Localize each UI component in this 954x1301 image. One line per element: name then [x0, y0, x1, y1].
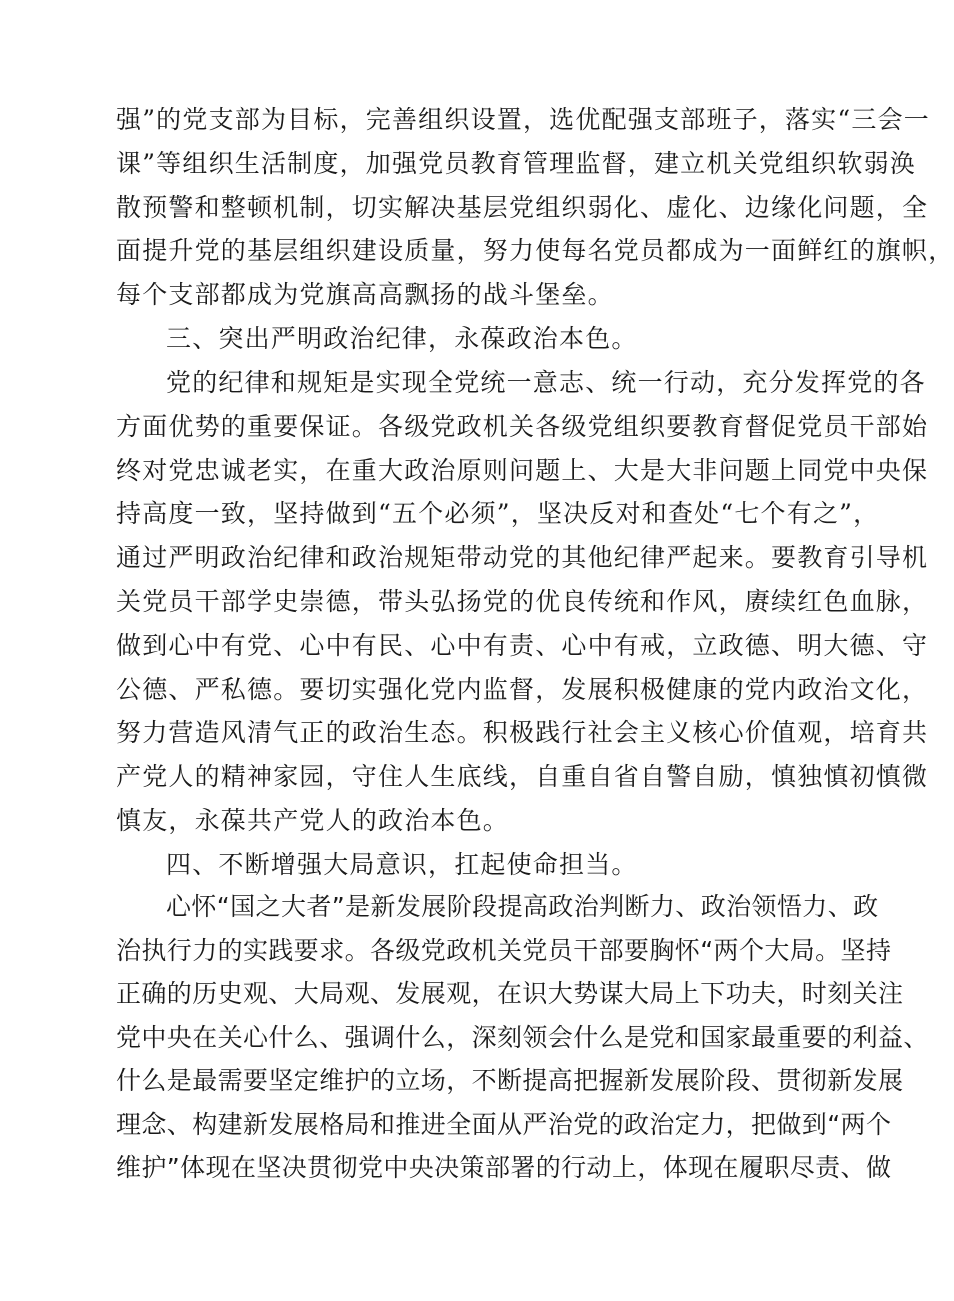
text-line: 心怀“国之大者”是新发展阶段提高政治判断力、政治领悟力、政 [166, 892, 879, 921]
text-line: 散预警和整顿机制，切实解决基层党组织弱化、虚化、边缘化问题，全 [116, 192, 929, 222]
text-line: 正确的历史观、大局观、发展观，在识大势谋大局上下功夫，时刻关注 [116, 979, 904, 1008]
paragraph-organization-building [116, 98, 954, 317]
text-line: 持高度一致，坚持做到“五个必须”，坚决反对和查处“七个有之”， [116, 499, 880, 529]
heading-text: 四、不断增强大局意识，扛起使命担当。 [166, 850, 638, 879]
section-heading-four [116, 843, 834, 887]
text-line: 终对党忠诚老实，在重大政治原则问题上、大是大非问题上同党中央保 [116, 455, 929, 485]
text-line: 慎友，永葆共产党人的政治本色。 [116, 805, 510, 835]
text-line: 产党人的精神家园，守住人生底线，自重自省自警自励，慎独慎初慎微 [116, 762, 929, 792]
text-line: 党中央在关心什么、强调什么，深刻领会什么是党和国家最重要的利益、 [116, 1022, 929, 1052]
text-line: 维护”体现在坚决贯彻党中央决策部署的行动上，体现在履职尽责、做 [116, 1153, 892, 1182]
text-line: 通过严明政治纪律和政治规矩带动党的其他纪律严起来。要教育引导机 [116, 543, 929, 573]
text-line: 面提升党的基层组织建设质量，努力使每名党员都成为一面鲜红的旗帜， [116, 236, 954, 266]
text-line: 理念、构建新发展格局和推进全面从严治党的政治定力，把做到“两个 [116, 1109, 892, 1139]
text-line: 做到心中有党、心中有民、心中有责、心中有戒，立政德、明大德、守 [116, 630, 929, 660]
text-line: 关党员干部学史崇德，带头弘扬党的优良传统和作风，赓续红色血脉， [116, 586, 929, 616]
text-line: 每个支部都成为党旗高高飘扬的战斗堡垒。 [116, 280, 614, 310]
text-line: 党的纪律和规矩是实现全党统一意志、统一行动，充分发挥党的各 [166, 368, 926, 397]
paragraph-overall-awareness [116, 885, 929, 1190]
text-line: 努力营造风清气正的政治生态。积极践行社会主义核心价值观，培育共 [116, 718, 929, 748]
paragraph-political-discipline [116, 361, 929, 843]
text-line: 强”的党支部为目标，完善组织设置，选优配强支部班子，落实“三会一 [116, 105, 930, 134]
text-line: 什么是最需要坚定维护的立场，不断提高把握新发展阶段、贯彻新发展 [116, 1066, 904, 1095]
text-line: 方面优势的重要保证。各级党政机关各级党组织要教育督促党员干部始 [116, 411, 929, 441]
text-line: 课”等组织生活制度，加强党员教育管理监督，建立机关党组织软弱涣 [116, 148, 916, 178]
text-line: 治执行力的实践要求。各级党政机关党员干部要胸怀“两个大局。坚持 [116, 935, 892, 965]
heading-text: 三、突出严明政治纪律，永葆政治本色。 [166, 324, 638, 353]
section-heading-three [116, 317, 834, 361]
text-line: 公德、严私德。要切实强化党内监督，发展积极健康的党内政治文化， [116, 674, 929, 704]
